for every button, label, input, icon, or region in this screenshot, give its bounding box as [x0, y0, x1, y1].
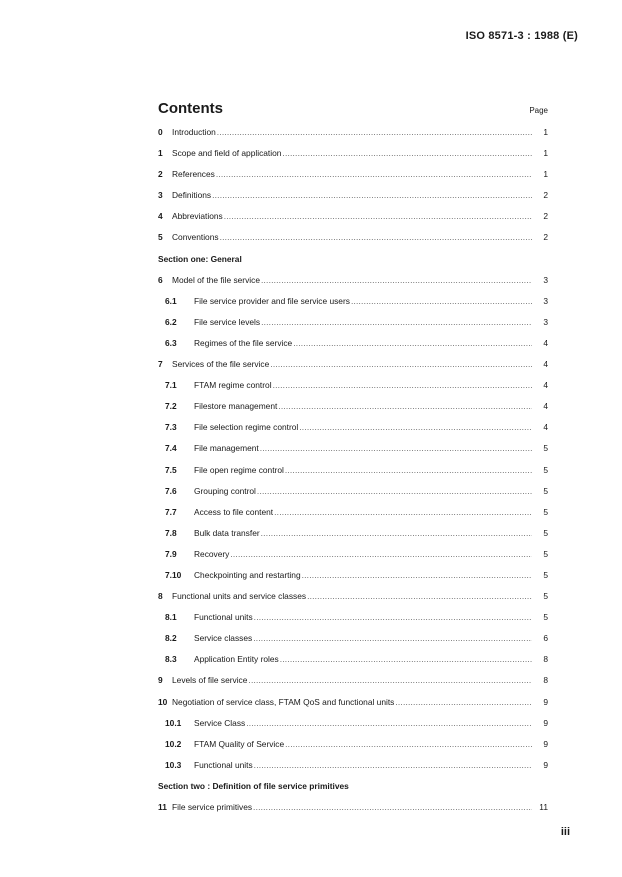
toc-entry-page: 3 [543, 316, 548, 327]
dot-leader [285, 460, 532, 481]
toc-entry-title: Model of the file service [172, 274, 260, 285]
toc-entry-number: 7.3 [165, 422, 177, 433]
toc-entry-number: 10.3 [165, 759, 182, 770]
toc-entry-title: File management [194, 443, 259, 454]
toc-entry-page: 2 [543, 211, 548, 222]
toc-entry [158, 586, 548, 607]
toc-entry [158, 502, 548, 523]
dot-leader [278, 396, 532, 417]
toc-entry-number: 7.9 [165, 548, 177, 559]
toc-entry-number: 3 [158, 190, 163, 201]
toc-entry-page: 4 [543, 422, 548, 433]
toc-entry-page: 5 [543, 443, 548, 454]
toc-entry-title: File service levels [194, 316, 261, 327]
toc-entry-page: 2 [543, 232, 548, 243]
dot-leader [257, 481, 532, 502]
toc-entry [158, 270, 548, 291]
toc-entry-page: 9 [543, 717, 548, 728]
dot-leader [261, 312, 532, 333]
dot-leader [302, 565, 532, 586]
toc-entry-number: 4 [158, 211, 163, 222]
page-folio: iii [560, 826, 570, 838]
toc-entry-title: File service primitives [172, 802, 253, 812]
toc-entry-page: 1 [543, 169, 548, 180]
toc-entry [158, 734, 548, 755]
toc-entry-page: 9 [543, 759, 548, 770]
toc-entry-title: Filestore management [194, 401, 278, 412]
toc-entry-number: 6.2 [165, 316, 177, 327]
toc-entry [158, 164, 548, 185]
toc-entry-title: Introduction [172, 127, 216, 137]
toc-entry-page: 5 [543, 591, 548, 602]
toc-entry [158, 438, 548, 459]
toc-entry-title: Levels of file service [172, 675, 248, 686]
toc-entry-title: Scope and field of application [172, 148, 282, 159]
toc-entry-page: 8 [543, 675, 548, 686]
toc-entry-title: File open regime control [194, 464, 284, 475]
dot-leader [261, 523, 532, 544]
dot-leader [282, 143, 532, 164]
dot-leader [254, 755, 532, 776]
toc-entry [158, 354, 548, 375]
toc-entry [158, 607, 548, 628]
toc-entry-number: 10.2 [165, 738, 182, 749]
toc-entry-title: File service provider and file service users [194, 295, 350, 306]
toc-entry-title: Negotiation of service class, FTAM QoS and functional units [172, 696, 395, 707]
toc-entry [158, 227, 548, 248]
toc-entry-number: 7.1 [165, 380, 177, 391]
dot-leader [270, 354, 532, 375]
toc-entry-number: 7.10 [165, 569, 182, 580]
toc-entry-title: Conventions [172, 232, 219, 243]
dot-leader [261, 270, 532, 291]
toc-entry-title: Functional units [194, 612, 253, 623]
dot-leader [260, 438, 532, 459]
toc-entry-number: 6 [158, 274, 163, 285]
toc-entry-number: 8 [158, 591, 163, 602]
toc-section-heading [158, 776, 548, 797]
toc-entry-page: 1 [543, 127, 548, 137]
toc-entry-page: 9 [543, 696, 548, 707]
toc-entry-title: Regimes of the file service [194, 337, 293, 348]
toc-entry [158, 291, 548, 312]
dot-leader [280, 649, 532, 670]
dot-leader [246, 713, 532, 734]
toc-entry-title: Abbreviations [172, 211, 223, 222]
dot-leader [274, 502, 532, 523]
toc-entry-number: 2 [158, 169, 163, 180]
toc-entry-title: Checkpointing and restarting [194, 569, 301, 580]
toc-entry-number: 6.3 [165, 337, 177, 348]
toc-entry [158, 797, 548, 818]
toc-entry-page: 5 [543, 506, 548, 517]
dot-leader [230, 544, 532, 565]
toc-entry-number: 8.2 [165, 633, 177, 644]
toc-entry-page: 3 [543, 295, 548, 306]
toc-entry-page: 5 [543, 485, 548, 496]
section-title: Section one: General [158, 253, 242, 264]
toc-entry-page: 4 [543, 359, 548, 370]
toc-entry-title: FTAM regime control [194, 380, 272, 391]
toc-entry-page: 3 [543, 274, 548, 285]
toc-entry-number: 6.1 [165, 295, 177, 306]
toc-section-heading [158, 249, 548, 270]
toc-entry [158, 649, 548, 670]
toc-entry-number: 7.2 [165, 401, 177, 412]
toc-entry-title: Functional units [194, 759, 253, 770]
toc-entry-page: 4 [543, 337, 548, 348]
toc-entry-page: 4 [543, 380, 548, 391]
dot-leader [220, 227, 532, 248]
toc-list [158, 122, 548, 818]
toc-entry-title: Access to file content [194, 506, 274, 517]
toc-entry [158, 565, 548, 586]
toc-entry [158, 692, 548, 713]
toc-entry [158, 544, 548, 565]
dot-leader [248, 670, 532, 691]
toc-entry-title: Recovery [194, 548, 230, 559]
toc-entry-number: 8.3 [165, 654, 177, 665]
toc-entry [158, 122, 548, 143]
dot-leader [395, 692, 532, 713]
dot-leader [216, 164, 532, 185]
dot-leader [253, 797, 532, 818]
dot-leader [212, 185, 532, 206]
toc-entry [158, 670, 548, 691]
toc-entry [158, 185, 548, 206]
dot-leader [224, 206, 532, 227]
toc-entry-page: 5 [543, 612, 548, 623]
toc-entry-number: 7.6 [165, 485, 177, 496]
dot-leader [253, 628, 532, 649]
dot-leader [351, 291, 532, 312]
toc-entry-number: 5 [158, 232, 163, 243]
toc-entry-title: FTAM Quality of Service [194, 738, 285, 749]
toc-entry [158, 523, 548, 544]
toc-header [158, 100, 548, 120]
toc-entry-number: 7.4 [165, 443, 177, 454]
toc-entry-page: 11 [539, 802, 548, 812]
toc-entry-title: Application Entity roles [194, 654, 279, 665]
toc-entry-number: 7.8 [165, 527, 177, 538]
toc-entry-page: 1 [543, 148, 548, 159]
toc-entry-page: 9 [543, 738, 548, 749]
toc-entry-page: 5 [543, 527, 548, 538]
toc-entry [158, 460, 548, 481]
toc-entry [158, 333, 548, 354]
toc-entry-page: 6 [543, 633, 548, 644]
toc-entry-number: 11 [158, 802, 167, 812]
standard-identifier: ISO 8571-3 : 1988 (E) [465, 30, 578, 42]
toc-entry-number: 7.5 [165, 464, 177, 475]
toc-entry [158, 312, 548, 333]
toc-entry [158, 143, 548, 164]
toc-entry-title: Bulk data transfer [194, 527, 260, 538]
toc-entry-title: Definitions [172, 190, 212, 201]
dot-leader [293, 333, 532, 354]
toc-entry-page: 4 [543, 401, 548, 412]
dot-leader [254, 607, 532, 628]
toc-entry-title: Grouping control [194, 485, 256, 496]
toc-entry [158, 628, 548, 649]
toc-entry [158, 396, 548, 417]
toc-entry [158, 206, 548, 227]
toc-entry-number: 0 [158, 127, 163, 137]
toc-entry-number: 10.1 [165, 717, 182, 728]
toc-entry-page: 2 [543, 190, 548, 201]
page-column-label: Page [529, 106, 548, 115]
toc-entry-title: Service classes [194, 633, 253, 644]
toc-entry-number: 10 [158, 696, 168, 707]
toc-entry-number: 8.1 [165, 612, 177, 623]
toc-entry [158, 481, 548, 502]
toc-entry-number: 9 [158, 675, 163, 686]
toc-entry-page: 8 [543, 654, 548, 665]
dot-leader [217, 122, 532, 143]
toc-entry-title: Functional units and service classes [172, 591, 307, 602]
toc-entry [158, 375, 548, 396]
toc-entry-number: 7 [158, 359, 163, 370]
dot-leader [307, 586, 532, 607]
toc-entry-number: 1 [158, 148, 163, 159]
toc-entry-page: 5 [543, 548, 548, 559]
toc-entry [158, 713, 548, 734]
toc-entry-page: 5 [543, 569, 548, 580]
toc-entry-page: 5 [543, 464, 548, 475]
toc-entry [158, 755, 548, 776]
dot-leader [285, 734, 532, 755]
toc-entry-title: Services of the file service [172, 359, 270, 370]
toc-entry-number: 7.7 [165, 506, 177, 517]
toc-title: Contents [158, 100, 223, 117]
toc-entry-title: Service Class [194, 717, 246, 728]
toc-entry-title: References [172, 169, 215, 180]
section-title: Section two : Definition of file service primitives [158, 780, 349, 791]
toc-entry-title: File selection regime control [194, 422, 299, 433]
dot-leader [273, 375, 532, 396]
dot-leader [299, 417, 532, 438]
toc-entry [158, 417, 548, 438]
